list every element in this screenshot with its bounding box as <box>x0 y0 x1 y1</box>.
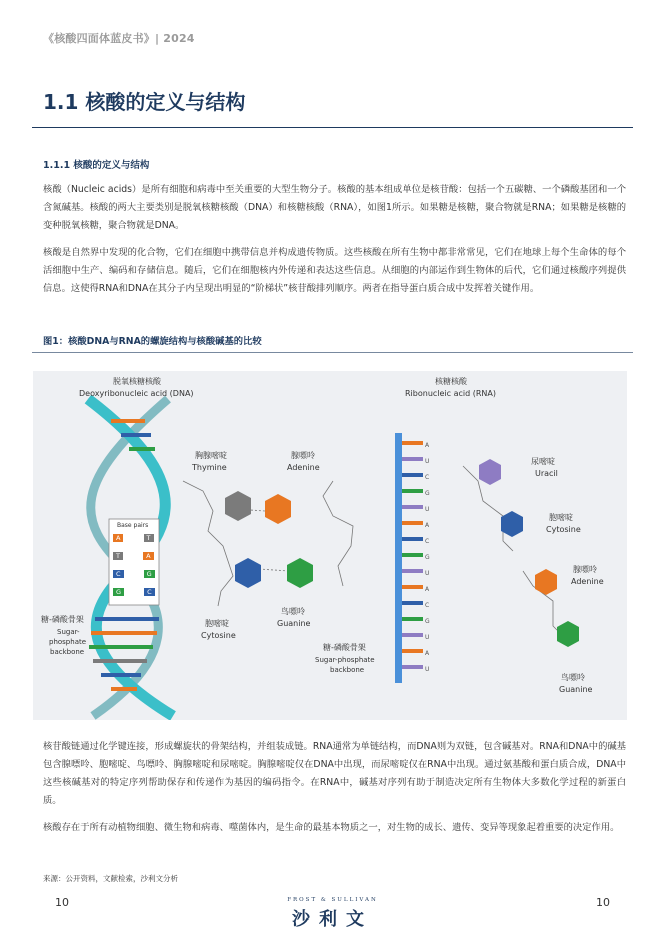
dna-backbone-en-3: backbone <box>50 648 85 656</box>
figure-caption: 图1：核酸DNA与RNA的螺旋结构与核酸碱基的比较 <box>43 336 262 347</box>
dna-pair-3: C G <box>113 569 155 579</box>
guanine-rna-label-cn: 鸟嘌呤 <box>561 673 585 682</box>
cytosine-rna-label-cn: 胞嘧啶 <box>549 513 573 522</box>
thymine-molecule <box>225 491 251 521</box>
base-pairs-label: Base pairs <box>117 522 149 529</box>
rna-backbone-en-2: backbone <box>330 666 365 674</box>
rna-title-cn: 核糖核酸 <box>435 377 467 386</box>
dna-backbone-en-1: Sugar- <box>57 628 80 636</box>
rna-bases-diagram <box>463 466 563 636</box>
figure-rule <box>32 352 633 353</box>
brand-logo-en: FROST & SULLIVAN <box>287 897 378 903</box>
page-number-right: 10 <box>596 896 610 909</box>
dna-pair-2: T A <box>113 551 154 561</box>
cytosine-label-en: Cytosine <box>201 631 236 640</box>
adenine-label-en: Adenine <box>287 463 320 472</box>
dna-backbone-en-2: phosphate <box>49 638 87 646</box>
running-head: 《核酸四面体蓝皮书》| 2024 <box>43 32 195 45</box>
rna-base-ticks <box>402 443 423 667</box>
dna-rna-figure <box>33 371 627 720</box>
cytosine-rna-molecule <box>501 511 523 537</box>
rna-sequence-labels: A U C G U A C G U A C G U A U <box>425 442 430 673</box>
cytosine-rna-label-en: Cytosine <box>546 525 581 534</box>
rna-backbone <box>395 433 402 683</box>
paragraph-1: 核酸（Nucleic acids）是所有细胞和病毒中至关重要的大型生物分子。核酸的基本组成单位是核苷酸：包括一个五碳糖、一个磷酸基团和一个含氮碱基。核酸的两大主要类别是脱氧核糖核酸（DNA）和核糖核酸（RNA），如图1所示。如果糖是核糖，聚合物就是RNA；如果糖是核糖的变种脱氧核糖，聚合物就是DNA。 <box>43 184 626 231</box>
dna-backbone-cn: 糖-磷酸骨架 <box>41 615 84 624</box>
guanine-label-cn: 鸟嘌呤 <box>281 607 305 616</box>
uracil-molecule <box>479 459 501 485</box>
dna-title-cn: 脱氧核糖核酸 <box>113 377 161 386</box>
adenine-molecule <box>265 494 291 524</box>
thymine-label-en: Thymine <box>192 463 227 472</box>
rna-title-en: Ribonucleic acid (RNA) <box>405 389 497 398</box>
section-title: 1.1.1 核酸的定义与结构 <box>43 160 150 171</box>
uracil-label-en: Uracil <box>535 469 558 478</box>
paragraph-4: 核酸存在于所有动植物细胞、微生物和病毒、噬菌体内，是生命的最基本物质之一，对生物的成长、遗传、变异等现象起着重要的决定作用。 <box>43 822 620 833</box>
thymine-label-cn: 胸腺嘧啶 <box>195 451 227 460</box>
chapter-title: 1.1 核酸的定义与结构 <box>43 90 246 114</box>
cytosine-label-cn: 胞嘧啶 <box>205 619 229 628</box>
paragraph-2: 核酸是自然界中发现的化合物，它们在细胞中携带信息并构成遗传物质。这些核酸在所有生物中都非常常见，它们在地球上每个生命体的每个活细胞中生产、编码和存储信息。随后，它们在细胞核内外传递和表达这些信息。从细胞的内部运作到生物体的后代，它们通过核酸序列提供信息。这使得RNA和DNA在其分子内呈现出明显的“阶梯状”核苷酸排列顺序。两者在指导蛋白质合成中发挥着关键作用。 <box>43 247 626 294</box>
guanine-molecule <box>287 558 313 588</box>
rna-backbone-cn: 糖-磷酸骨架 <box>323 643 366 652</box>
paragraph-3: 核苷酸链通过化学键连接，形成螺旋状的骨架结构，并组装成链。RNA通常为单链结构，而DNA则为双链，包含碱基对。RNA和DNA中的碱基包含腺嘌呤、胞嘧啶、鸟嘌呤、胸腺嘧啶和尿嘧啶。胸腺嘧啶仅在DNA中出现，而尿嘧啶仅在RNA中出现。通过氨基酸和蛋白质合成，DNA中这些核碱基对的特定序列帮助保存和传递作为基因的编码指令。在RNA中，碱基对序列有助于制造决定所有生物体大多数化学过程的新蛋白质。 <box>43 741 626 806</box>
adenine-rna-label-en: Adenine <box>571 577 604 586</box>
cytosine-molecule <box>235 558 261 588</box>
adenine-rna-molecule <box>535 569 557 595</box>
rna-strand <box>395 433 423 683</box>
adenine-rna-label-cn: 腺嘌呤 <box>573 565 597 574</box>
rna-backbone-en-1: Sugar-phosphate <box>315 656 375 664</box>
guanine-rna-label-en: Guanine <box>559 685 593 694</box>
guanine-rna-molecule <box>557 621 579 647</box>
title-rule <box>32 127 633 128</box>
dna-pair-4: G C <box>113 587 155 597</box>
guanine-label-en: Guanine <box>277 619 311 628</box>
page-number-left: 10 <box>55 896 69 909</box>
adenine-label-cn: 腺嘌呤 <box>291 451 315 460</box>
brand-logo-cn: 沙利文 <box>292 909 373 930</box>
dna-pair-1: A T <box>113 533 154 543</box>
source-note: 来源：公开资料，文献检索，沙利文分析 <box>43 874 178 883</box>
dna-title-en: Deoxyribonucleic acid (DNA) <box>79 389 194 398</box>
uracil-label-cn: 尿嘧啶 <box>531 457 555 466</box>
